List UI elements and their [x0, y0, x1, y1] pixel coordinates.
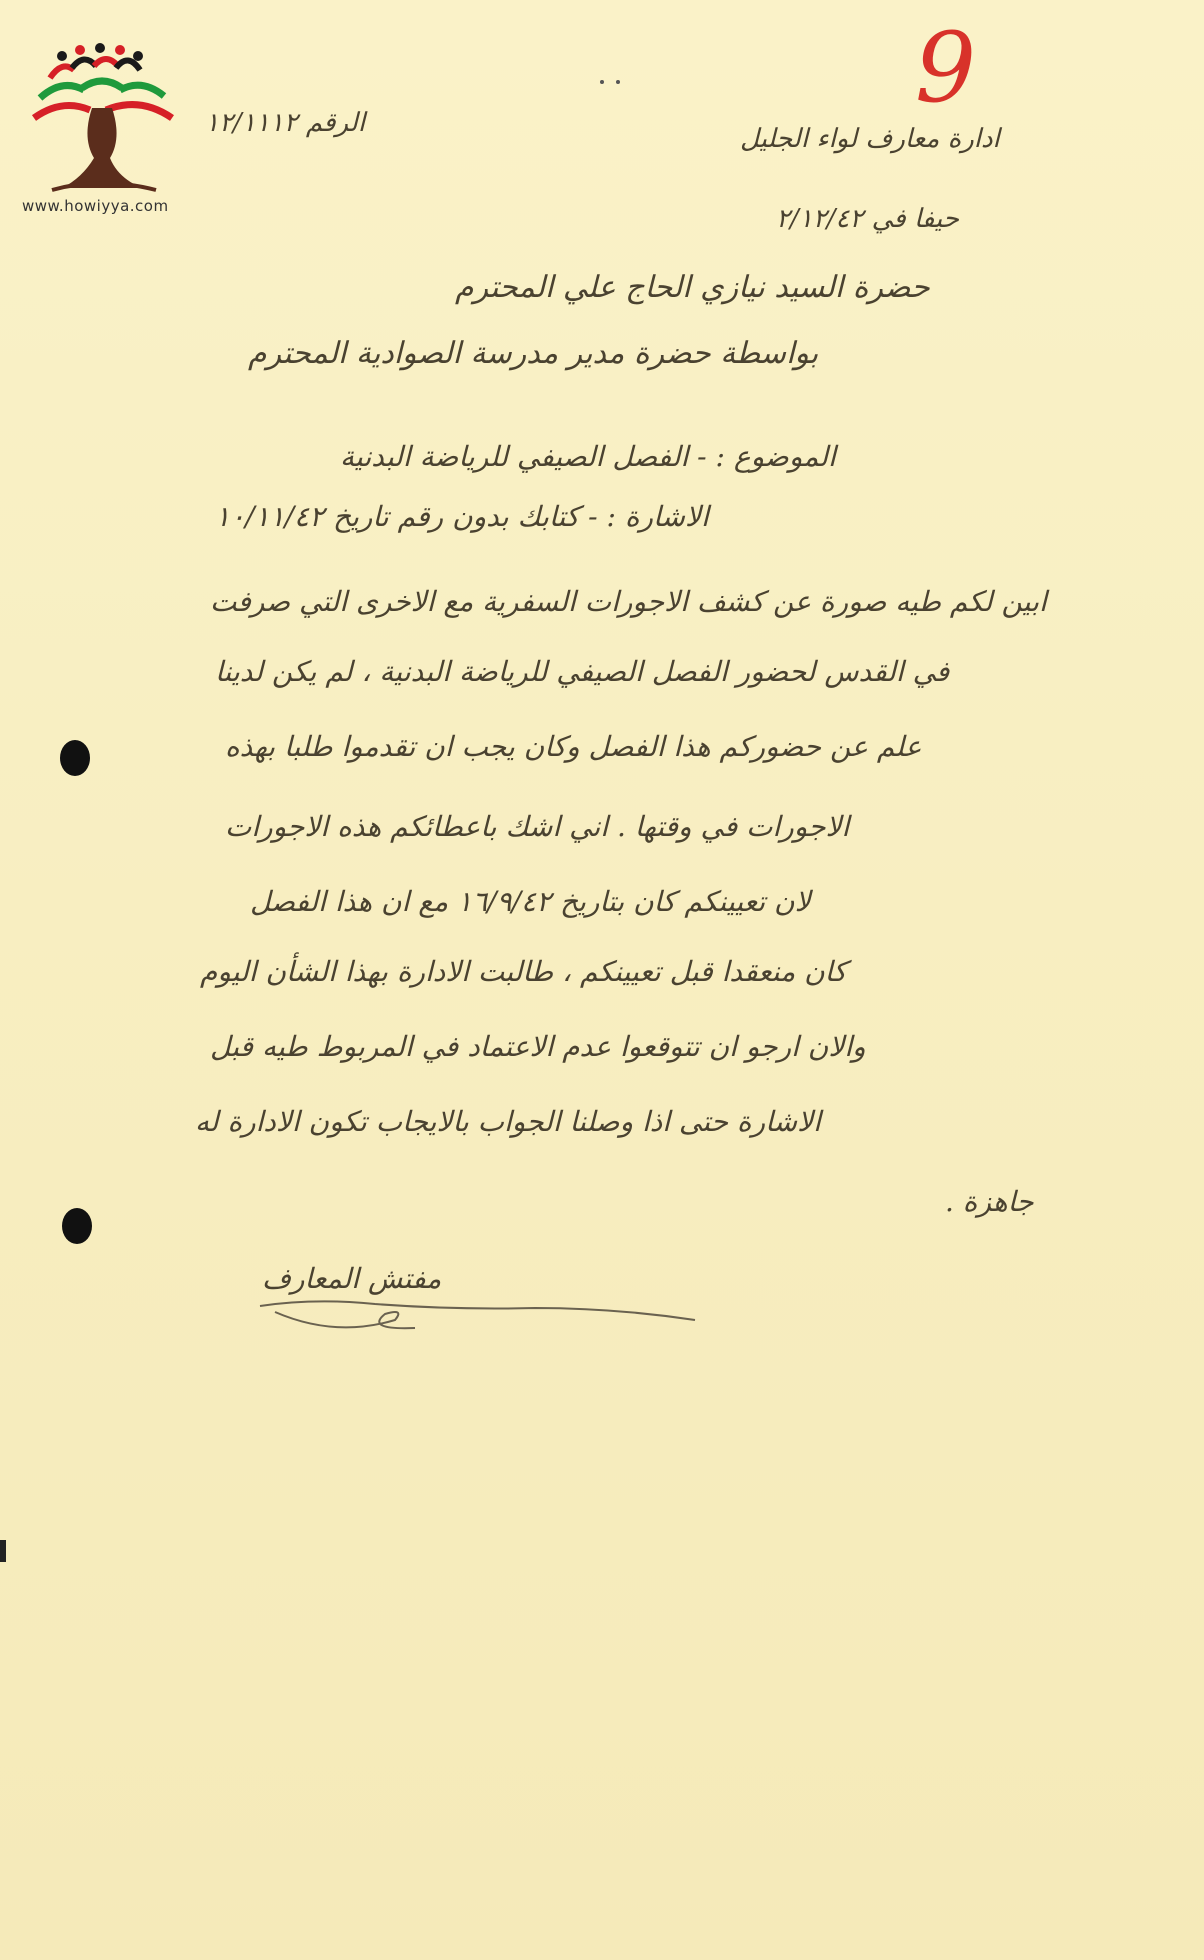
reference-number: الرقم ١٢/١١١٢: [205, 108, 366, 138]
body-line: جاهزة .: [945, 1185, 1034, 1218]
addressee-line: حضرة السيد نيازي الحاج علي المحترم: [455, 270, 930, 305]
signature-scrawl: [255, 1278, 705, 1348]
body-line: لان تعيينكم كان بتاريخ ١٦/٩/٤٢ مع ان هذا الفصل: [250, 885, 811, 918]
body-line: الاشارة حتى اذا وصلنا الجواب بالايجاب تكون الادارة له: [195, 1105, 821, 1138]
signature-title: مفتش المعارف: [262, 1262, 442, 1295]
body-line: علم عن حضوركم هذا الفصل وكان يجب ان تقدموا طلبا بهذه: [225, 730, 922, 763]
body-line: ابين لكم طيه صورة عن كشف الاجورات السفرية مع الاخرى التي صرفت: [210, 585, 1047, 618]
ink-dot: [600, 80, 604, 84]
ink-dot: [616, 80, 620, 84]
letter-date: حيفا في ٢/١٢/٤٢: [776, 204, 959, 234]
body-line: والان ارجو ان تتوقعوا عدم الاعتماد في المربوط طيه قبل: [210, 1030, 866, 1063]
tree-trunk: [62, 108, 142, 188]
reference-line: الاشارة : - كتابك بدون رقم تاريخ ١٠/١١/٤٢: [215, 500, 709, 533]
department-name: ادارة معارف لواء الجليل: [740, 124, 1000, 154]
body-line: في القدس لحضور الفصل الصيفي للرياضة البدنية ، لم يكن لدينا: [215, 655, 950, 688]
punch-hole: [62, 1208, 92, 1244]
addressee-line: بواسطة حضرة مدير مدرسة الصوادية المحترم: [248, 336, 819, 371]
family-tree-logo: [22, 28, 192, 218]
logo-url: www.howiyya.com: [22, 197, 169, 215]
people-icons: [34, 43, 172, 118]
punch-hole: [60, 740, 90, 776]
subject-line: الموضوع : - الفصل الصيفي للرياضة البدنية: [340, 440, 836, 473]
edge-mark: [0, 1540, 6, 1562]
body-line: كان منعقدا قبل تعيينكم ، طالبت الادارة بهذا الشأن اليوم: [200, 955, 847, 988]
page-number: 9: [915, 12, 977, 124]
body-line: الاجورات في وقتها . اني اشك باعطائكم هذه الاجورات: [225, 810, 850, 843]
